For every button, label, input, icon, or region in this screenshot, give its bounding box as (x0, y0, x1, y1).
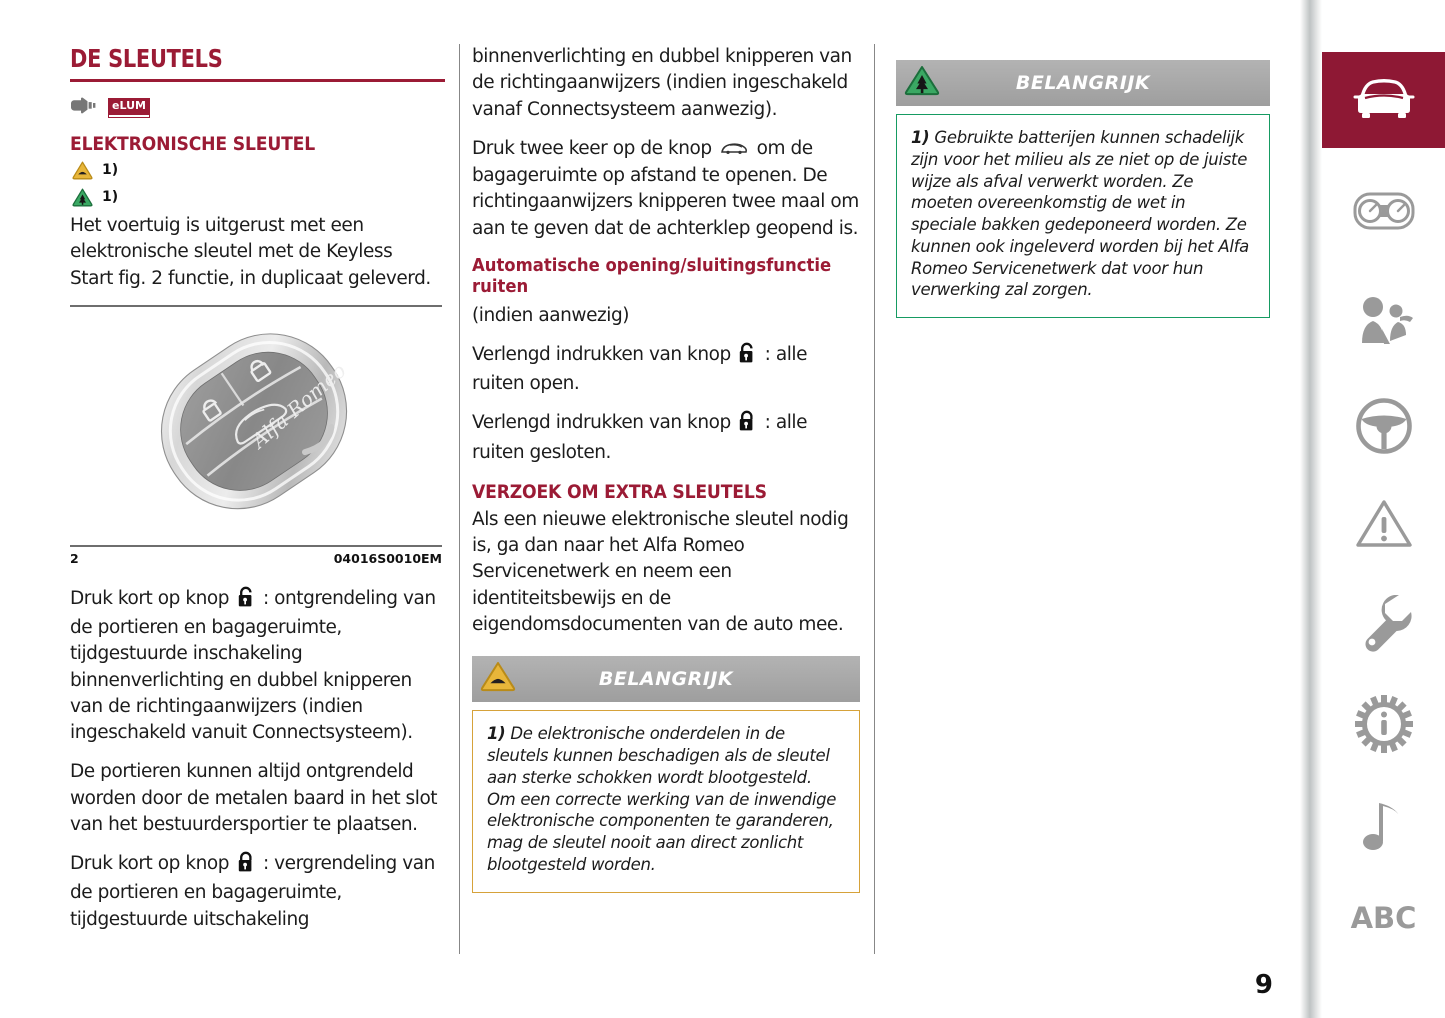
warning-triangle-green-icon (72, 188, 93, 207)
sidebar-item-car-front[interactable] (1322, 52, 1445, 148)
car-front-icon (1353, 75, 1415, 126)
extra-keys-paragraph: Als een nieuwe elektronische sleutel nodig is, ga dan naar het Alfa Romeo Servicenetwerk en neem een identiteitsbewijs en de eigendomsdocumenten van de auto mee. (472, 508, 849, 635)
trunk-paragraph-after: om de bagageruimte op afstand te openen. De richtingaanwijzers knipperen twee maal om aan te geven dat de achterklep geopend is. (472, 137, 859, 239)
steering-wheel-icon (1355, 397, 1413, 460)
section-heading-electronic-key: ELEKTRONISCHE SLEUTEL (70, 134, 315, 155)
important-box-body (896, 114, 1270, 318)
abc-index-icon: ABC (1350, 901, 1417, 935)
svg-text:Alfa Romeo: Alfa Romeo (246, 358, 351, 453)
sidebar-item-safety[interactable] (1322, 275, 1445, 371)
lock-padlock-icon (238, 851, 255, 880)
unlock-padlock-icon (238, 586, 255, 615)
metal-key-paragraph: De portieren kunnen altijd ontgrendeld worden door de metalen baard in het slot van het bestuurdersportier te plaatsen. (70, 761, 438, 835)
important-box-text: De elektronische onderdelen in de sleutels kunnen beschadigen als de sleutel aan sterke schokken wordt blootgesteld. Om een correcte werking van de inwendige elektronische componenten te garanderen, mag de sleutel nooit aan direct zonlicht blootgesteld worden. (487, 724, 837, 874)
unlock-paragraph-before: Druk kort op knop (70, 587, 230, 609)
continuation-paragraph: binnenverlichting en dubbel knipperen van de richtingaanwijzers (indien ingeschakeld vanaf Connectsysteem aanwezig). (472, 46, 852, 120)
intro-paragraph: Het voertuig is uitgerust met een elektronische sleutel met de Keyless Start fig. 2 functie, in duplicaat geleverd. (70, 215, 431, 289)
figure-caption (70, 547, 442, 566)
pointing-hand-icon (70, 97, 100, 119)
figure-code: 04016S0010EM (333, 550, 442, 566)
sidebar-item-maintenance[interactable] (1322, 578, 1445, 674)
windows-open-before: Verlengd indrukken van knop (472, 343, 731, 365)
lock-paragraph-after: : vergrendeling van de portieren en bagageruimte, tijdgestuurde uitschakeling (70, 853, 435, 930)
middle-column (460, 0, 870, 1018)
gear-info-icon (1355, 695, 1413, 758)
windows-open-line (472, 342, 860, 398)
windows-close-after: : alle ruiten gesloten. (472, 412, 808, 463)
ref-mark-yellow-label: 1) (102, 162, 119, 178)
dashboard-gauges-icon (1353, 191, 1415, 236)
unlock-paragraph-after: : ontgrendeling van de portieren en bagageruimte, tijdgestuurde inschakeling binnenverlichting en dubbel knipperen van de richtingaanwijzers (indien ingeschakeld vanuit Connectsysteem). (70, 587, 436, 744)
key-figure (70, 305, 440, 566)
page-number: 9 (1254, 970, 1273, 1000)
right-column (870, 0, 1300, 1018)
trunk-paragraph-before: Druk twee keer op de knop (472, 137, 712, 159)
important-box-header (472, 656, 860, 702)
important-box-body (472, 710, 860, 892)
windows-availability-note: (indien aanwezig) (472, 304, 630, 326)
ref-mark-green (72, 186, 440, 208)
sidebar-item-warnings[interactable] (1322, 478, 1445, 574)
airbag-safety-icon (1354, 295, 1414, 352)
warning-triangle-icon (1355, 498, 1413, 555)
important-box-text: Gebruikte batterijen kunnen schadelijk zijn voor het milieu als ze niet op de juiste wijze als afval verwerkt worden. Ze moeten overeenkomstig de wet in speciale bakken gedeponeerd worden. Ze kunnen ook ingeleverd worden bij het Alfa Romeo Servicenetwerk dat voor hun verwerking zal zorgen. (911, 128, 1249, 300)
music-note-icon (1361, 795, 1407, 858)
sidebar-item-multimedia[interactable] (1322, 778, 1445, 874)
unlock-padlock-icon (739, 342, 756, 371)
lock-paragraph (70, 851, 440, 933)
wrench-icon (1355, 595, 1413, 658)
lock-paragraph-before: Druk kort op knop (70, 853, 230, 875)
important-box-title: BELANGRIJK (1015, 72, 1151, 94)
elum-reference (70, 96, 440, 120)
unlock-paragraph (70, 586, 440, 747)
ref-mark-green-label: 1) (102, 189, 119, 205)
page-title: DE SLEUTELS (70, 44, 223, 73)
rail-spine-shadow (1300, 0, 1322, 1018)
ref-mark-yellow (72, 159, 440, 181)
left-column (0, 0, 460, 1018)
lock-padlock-icon (739, 410, 756, 439)
important-box-marker: 1) (911, 128, 930, 147)
title-underline (70, 79, 445, 82)
elum-badge: eLUM (108, 98, 150, 117)
sidebar-item-technical-info[interactable] (1322, 678, 1445, 774)
column-divider-right (874, 44, 875, 954)
extra-keys-heading: VERZOEK OM EXTRA SLEUTELS (472, 481, 767, 503)
sidebar-item-driving[interactable] (1322, 380, 1445, 476)
windows-function-heading: Automatische opening/sluitingsfunctie ruiten (472, 255, 832, 298)
trunk-paragraph (472, 136, 860, 242)
warning-triangle-yellow-icon (480, 661, 516, 698)
chapter-index-rail (1300, 0, 1445, 1018)
warning-triangle-green-icon (904, 65, 940, 102)
figure-number: 2 (70, 550, 79, 566)
important-box-marker: 1) (487, 724, 506, 744)
car-trunk-icon (720, 137, 748, 163)
important-box-header (896, 60, 1270, 106)
rail-items (1322, 0, 1445, 1018)
column-divider-left (459, 44, 460, 954)
warning-triangle-yellow-icon (72, 161, 93, 180)
windows-open-after: : alle ruiten open. (472, 343, 808, 395)
important-box-key-electronics (472, 656, 860, 892)
windows-close-before: Verlengd indrukken van knop (472, 412, 731, 434)
sidebar-item-dashboard[interactable] (1322, 165, 1445, 261)
windows-close-line (472, 410, 860, 466)
sidebar-item-alphabetical-index[interactable] (1322, 870, 1445, 966)
important-box-battery-disposal (896, 60, 1270, 318)
important-box-title: BELANGRIJK (598, 668, 734, 691)
key-fob-illustration (70, 307, 442, 545)
